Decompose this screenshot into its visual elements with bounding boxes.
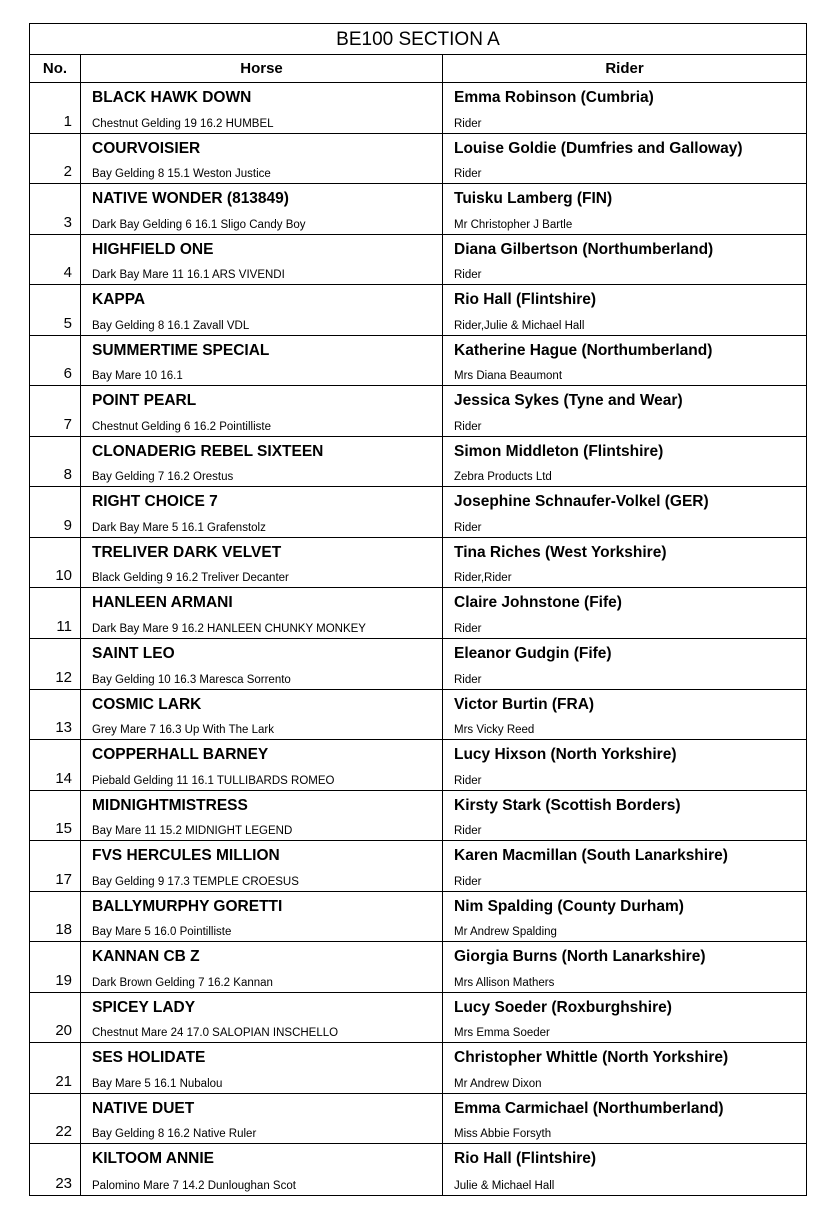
- horse-detail: Chestnut Mare 24 17.0 SALOPIAN INSCHELLO: [92, 1027, 339, 1040]
- horse-cell: [81, 336, 443, 386]
- table-row: [30, 437, 806, 488]
- entry-number: 1: [30, 83, 81, 133]
- owner-name: Zebra Products Ltd: [454, 471, 552, 484]
- rider-name: Kirsty Stark (Scottish Borders): [454, 796, 681, 814]
- entry-number: 4: [30, 235, 81, 285]
- horse-detail: Bay Mare 10 16.1: [92, 370, 183, 383]
- owner-name: Mr Andrew Dixon: [454, 1077, 542, 1090]
- rider-cell: [443, 285, 806, 335]
- table-row: [30, 690, 806, 741]
- owner-name: Rider: [454, 623, 482, 636]
- entry-number: 12: [30, 639, 81, 689]
- horse-detail: Black Gelding 9 16.2 Treliver Decanter: [92, 572, 289, 585]
- horse-cell: [81, 285, 443, 335]
- horse-name: BLACK HAWK DOWN: [92, 89, 252, 106]
- entry-number: 22: [30, 1094, 81, 1144]
- horse-name: COSMIC LARK: [92, 695, 202, 713]
- horse-detail: Dark Brown Gelding 7 16.2 Kannan: [92, 976, 273, 989]
- owner-name: Mrs Vicky Reed: [454, 724, 535, 737]
- rider-name: Victor Burtin (FRA): [454, 695, 595, 713]
- table-row: [30, 336, 806, 387]
- rider-cell: [443, 1043, 806, 1093]
- horse-detail: Bay Mare 5 16.1 Nubalou: [92, 1077, 223, 1090]
- owner-name: Rider: [454, 269, 482, 282]
- rider-cell: [443, 184, 806, 234]
- header-horse: Horse: [81, 55, 443, 82]
- rider-name: Claire Johnstone (Fife): [454, 594, 622, 612]
- rider-name: Nim Spalding (County Durham): [454, 897, 684, 915]
- entry-number: 14: [30, 740, 81, 790]
- horse-cell: [81, 740, 443, 790]
- horse-detail: Grey Mare 7 16.3 Up With The Lark: [92, 724, 274, 737]
- rider-cell: [443, 791, 806, 841]
- horse-cell: [81, 437, 443, 487]
- horse-detail: Dark Bay Mare 9 16.2 HANLEEN CHUNKY MONKEY: [92, 623, 366, 636]
- rider-name: Rio Hall (Flintshire): [454, 291, 597, 309]
- horse-cell: [81, 134, 443, 184]
- rider-name: Christopher Whittle (North Yorkshire): [454, 1049, 729, 1067]
- rider-name: Rio Hall (Flintshire): [454, 1150, 597, 1168]
- rider-name: Eleanor Gudgin (Fife): [454, 645, 612, 663]
- horse-name: KANNAN CB Z: [92, 948, 200, 966]
- table-row: [30, 1144, 806, 1195]
- owner-name: Miss Abbie Forsyth: [454, 1128, 552, 1141]
- entry-number: 5: [30, 285, 81, 335]
- rider-cell: [443, 588, 806, 638]
- owner-name: Rider: [454, 521, 482, 534]
- rider-name: Jessica Sykes (Tyne and Wear): [454, 392, 683, 410]
- horse-detail: Bay Gelding 8 16.2 Native Ruler: [92, 1128, 257, 1141]
- horse-cell: [81, 487, 443, 537]
- horse-detail: Bay Gelding 8 16.1 Zavall VDL: [92, 319, 250, 332]
- table-row: [30, 1043, 806, 1094]
- horse-name: SAINT LEO: [92, 645, 175, 663]
- horse-name: BALLYMURPHY GORETTI: [92, 897, 283, 915]
- horse-detail: Dark Bay Mare 5 16.1 Grafenstolz: [92, 521, 266, 534]
- horse-detail: Chestnut Gelding 6 16.2 Pointilliste: [92, 420, 271, 433]
- horse-cell: [81, 83, 443, 133]
- owner-name: Julie & Michael Hall: [454, 1180, 555, 1193]
- horse-name: COPPERHALL BARNEY: [92, 746, 269, 764]
- rider-cell: [443, 235, 806, 285]
- entry-number: 21: [30, 1043, 81, 1093]
- rider-cell: [443, 1144, 806, 1195]
- table-row: [30, 83, 806, 134]
- rider-cell: [443, 690, 806, 740]
- entry-number: 2: [30, 134, 81, 184]
- horse-cell: [81, 386, 443, 436]
- header-no: No.: [30, 55, 81, 82]
- horse-name: FVS HERCULES MILLION: [92, 847, 280, 865]
- entry-number: 9: [30, 487, 81, 537]
- owner-name: Rider: [454, 168, 482, 181]
- entry-number: 6: [30, 336, 81, 386]
- horse-cell: [81, 791, 443, 841]
- table-body: [30, 83, 806, 1195]
- rider-name: Katherine Hague (Northumberland): [454, 341, 713, 359]
- entry-number: 7: [30, 386, 81, 436]
- rider-name: Lucy Soeder (Roxburghshire): [454, 998, 672, 1016]
- owner-name: Rider: [454, 673, 482, 686]
- horse-cell: [81, 892, 443, 942]
- rider-cell: [443, 437, 806, 487]
- owner-name: Rider: [454, 774, 482, 787]
- entries-table: [29, 23, 807, 1196]
- horse-cell: [81, 942, 443, 992]
- owner-name: Rider,Rider: [454, 572, 512, 585]
- owner-name: Mrs Allison Mathers: [454, 976, 555, 989]
- horse-name: HANLEEN ARMANI: [92, 594, 233, 612]
- table-row: [30, 639, 806, 690]
- rider-name: Tina Riches (West Yorkshire): [454, 543, 667, 561]
- owner-name: Rider: [454, 825, 482, 838]
- horse-detail: Piebald Gelding 11 16.1 TULLIBARDS ROMEO: [92, 774, 335, 787]
- entry-number: 13: [30, 690, 81, 740]
- owner-name: Mrs Diana Beaumont: [454, 370, 563, 383]
- horse-detail: Bay Gelding 10 16.3 Maresca Sorrento: [92, 673, 291, 686]
- horse-name: POINT PEARL: [92, 392, 197, 410]
- table-row: [30, 235, 806, 286]
- rider-name: Diana Gilbertson (Northumberland): [454, 240, 714, 258]
- entry-number: 23: [30, 1144, 81, 1195]
- rider-name: Josephine Schnaufer-Volkel (GER): [454, 493, 709, 511]
- horse-cell: [81, 639, 443, 689]
- owner-name: Mr Christopher J Bartle: [454, 218, 573, 231]
- horse-name: NATIVE WONDER (813849): [92, 190, 289, 208]
- horse-detail: Bay Mare 11 15.2 MIDNIGHT LEGEND: [92, 825, 293, 838]
- table-row: [30, 285, 806, 336]
- table-row: [30, 841, 806, 892]
- entry-number: 18: [30, 892, 81, 942]
- horse-name: COURVOISIER: [92, 139, 201, 157]
- entry-number: 11: [30, 588, 81, 638]
- horse-name: SES HOLIDATE: [92, 1049, 206, 1067]
- horse-detail: Bay Gelding 7 16.2 Orestus: [92, 471, 234, 484]
- rider-name: Simon Middleton (Flintshire): [454, 442, 664, 460]
- rider-name: Emma Carmichael (Northumberland): [454, 1099, 724, 1117]
- horse-cell: [81, 538, 443, 588]
- rider-cell: [443, 892, 806, 942]
- entry-number: 15: [30, 791, 81, 841]
- table-row: [30, 993, 806, 1044]
- horse-cell: [81, 1094, 443, 1144]
- horse-cell: [81, 993, 443, 1043]
- rider-name: Emma Robinson (Cumbria): [454, 89, 654, 106]
- rider-name: Karen Macmillan (South Lanarkshire): [454, 847, 728, 865]
- rider-cell: [443, 134, 806, 184]
- horse-cell: [81, 841, 443, 891]
- horse-name: KAPPA: [92, 291, 146, 309]
- horse-detail: Chestnut Gelding 19 16.2 HUMBEL: [92, 117, 274, 130]
- rider-name: Lucy Hixson (North Yorkshire): [454, 746, 677, 764]
- rider-name: Louise Goldie (Dumfries and Galloway): [454, 139, 743, 157]
- rider-cell: [443, 1094, 806, 1144]
- owner-name: Rider: [454, 117, 482, 130]
- horse-detail: Dark Bay Gelding 6 16.1 Sligo Candy Boy: [92, 218, 306, 231]
- table-row: [30, 740, 806, 791]
- table-row: [30, 791, 806, 842]
- horse-cell: [81, 184, 443, 234]
- header-row: [30, 55, 806, 83]
- header-rider: Rider: [605, 60, 644, 77]
- horse-name: TRELIVER DARK VELVET: [92, 543, 282, 561]
- table-row: [30, 386, 806, 437]
- owner-name: Rider,Julie & Michael Hall: [454, 319, 585, 332]
- rider-name: Tuisku Lamberg (FIN): [454, 190, 613, 208]
- table-row: [30, 538, 806, 589]
- entry-number: 3: [30, 184, 81, 234]
- table-row: [30, 184, 806, 235]
- entry-number: 17: [30, 841, 81, 891]
- owner-name: Mr Andrew Spalding: [454, 926, 557, 939]
- horse-name: KILTOOM ANNIE: [92, 1150, 214, 1168]
- rider-cell: [443, 538, 806, 588]
- horse-cell: [81, 690, 443, 740]
- table-row: [30, 134, 806, 185]
- horse-name: NATIVE DUET: [92, 1099, 195, 1117]
- rider-cell: [443, 639, 806, 689]
- horse-cell: [81, 1144, 443, 1195]
- horse-detail: Dark Bay Mare 11 16.1 ARS VIVENDI: [92, 269, 285, 282]
- horse-name: MIDNIGHTMISTRESS: [92, 796, 248, 814]
- table-row: [30, 892, 806, 943]
- rider-cell: [443, 841, 806, 891]
- rider-cell: [443, 336, 806, 386]
- rider-cell: [443, 487, 806, 537]
- owner-name: Mrs Emma Soeder: [454, 1027, 550, 1040]
- entry-number: 8: [30, 437, 81, 487]
- rider-cell: [443, 83, 806, 133]
- horse-name: RIGHT CHOICE 7: [92, 493, 218, 511]
- table-row: [30, 487, 806, 538]
- horse-detail: Bay Gelding 9 17.3 TEMPLE CROESUS: [92, 875, 299, 888]
- table-title: BE100 SECTION A: [30, 24, 806, 55]
- horse-cell: [81, 588, 443, 638]
- entry-number: 10: [30, 538, 81, 588]
- horse-name: SPICEY LADY: [92, 998, 196, 1016]
- rider-cell: [443, 942, 806, 992]
- horse-name: HIGHFIELD ONE: [92, 240, 214, 258]
- rider-cell: [443, 740, 806, 790]
- rider-cell: [443, 386, 806, 436]
- horse-detail: Palomino Mare 7 14.2 Dunloughan Scot: [92, 1180, 296, 1193]
- table-row: [30, 942, 806, 993]
- rider-cell: [443, 993, 806, 1043]
- entry-number: 19: [30, 942, 81, 992]
- rider-name: Giorgia Burns (North Lanarkshire): [454, 948, 706, 966]
- horse-cell: [81, 1043, 443, 1093]
- owner-name: Rider: [454, 875, 482, 888]
- table-row: [30, 1094, 806, 1145]
- table-row: [30, 588, 806, 639]
- horse-cell: [81, 235, 443, 285]
- horse-name: CLONADERIG REBEL SIXTEEN: [92, 442, 324, 460]
- entry-number: 20: [30, 993, 81, 1043]
- horse-name: SUMMERTIME SPECIAL: [92, 341, 270, 359]
- horse-detail: Bay Mare 5 16.0 Pointilliste: [92, 926, 232, 939]
- owner-name: Rider: [454, 420, 482, 433]
- horse-detail: Bay Gelding 8 15.1 Weston Justice: [92, 168, 271, 181]
